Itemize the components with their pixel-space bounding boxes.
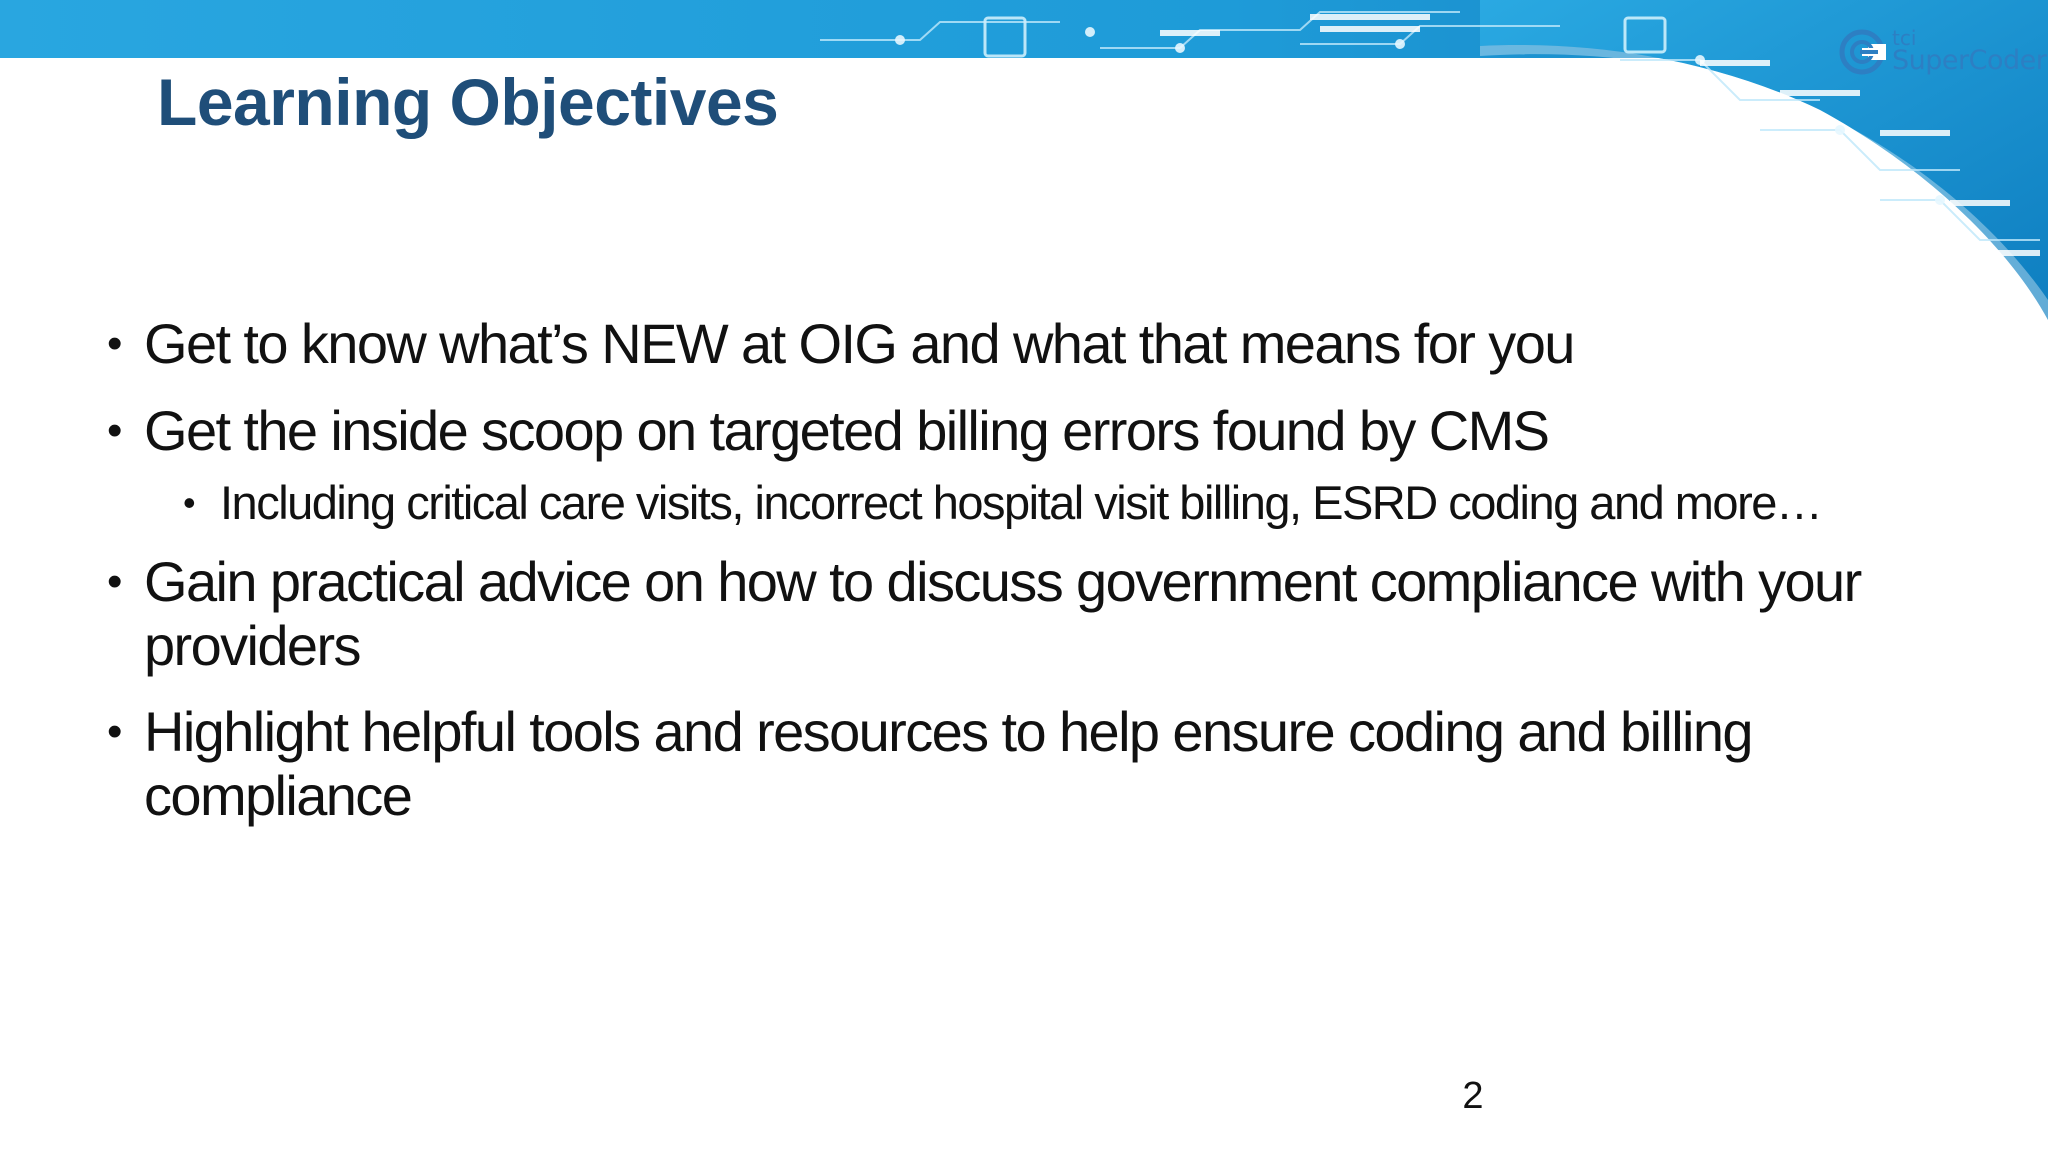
logo-main-text: SuperCoder xyxy=(1892,45,2047,76)
bullet-text: Gain practical advice on how to discuss government compliance with your providers xyxy=(144,550,1861,677)
bullet-text: Highlight helpful tools and resources to help ensure coding and billing compliance xyxy=(144,700,1752,827)
slide-title: Learning Objectives xyxy=(157,65,779,139)
logo-small-text: tci xyxy=(1892,26,1917,50)
sub-bullet-marker: • xyxy=(183,482,195,523)
bullet-marker: • xyxy=(107,707,121,756)
bullet-marker: • xyxy=(107,406,121,455)
bullet-text: Get the inside scoop on targeted billing errors found by CMS xyxy=(144,399,1549,462)
page-number: 2 xyxy=(1462,1075,1484,1117)
bullet-text: Get to know what’s NEW at OIG and what that means for you xyxy=(144,312,1574,375)
tci-supercoder-logo xyxy=(1838,24,2047,80)
bullet-marker: • xyxy=(107,557,121,606)
circuit-c-icon xyxy=(1838,28,1886,76)
sub-bullet-text: Including critical care visits, incorrect hospital visit billing, ESRD coding and more… xyxy=(220,476,1822,529)
circuit-header-band xyxy=(0,0,2048,330)
bullet-marker: • xyxy=(107,319,121,368)
